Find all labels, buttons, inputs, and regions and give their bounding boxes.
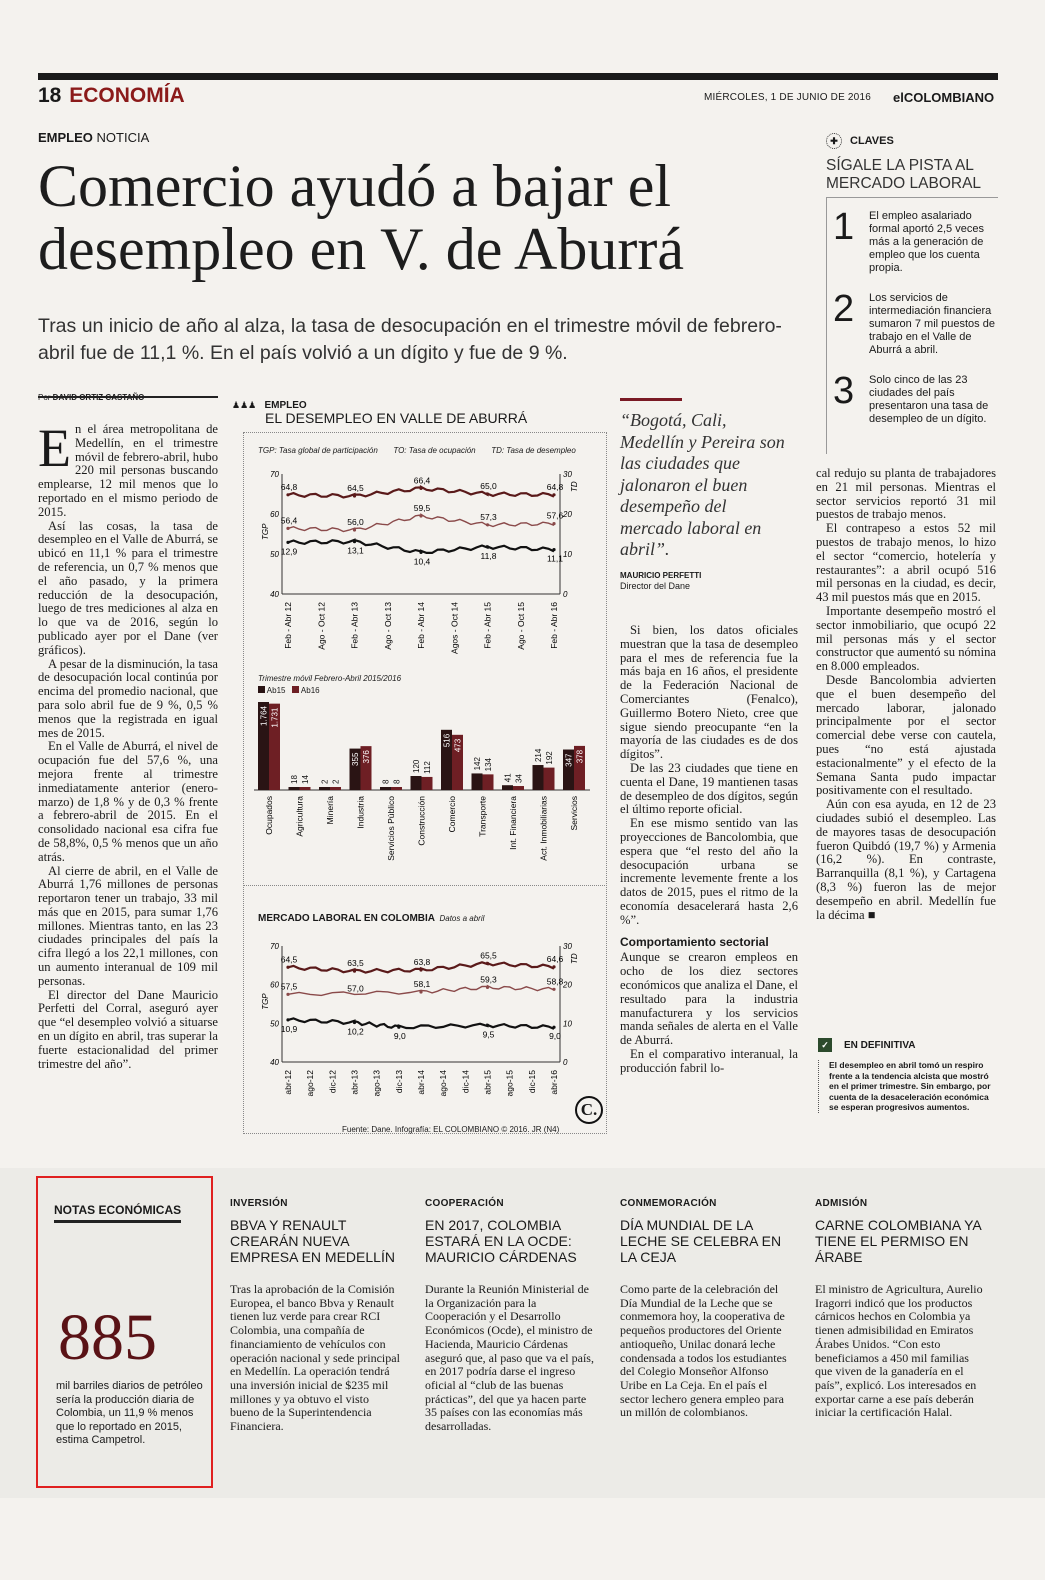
nota-headline: CARNE COLOMBIANA YA TIENE EL PERMISO EN ÁRABE [815,1217,981,1265]
data-point [552,965,555,968]
bar-ab15 [533,765,544,790]
check-icon: ✓ [818,1038,832,1052]
paragraph: Aunque se crearon empleos en ocho de los diez sectores económicos que analiza el Dane, el resultado para la industria manufacturera y los servicios manda señales de alerta en el Valle de Aburrá. [620,950,798,1048]
bar-value-label: 355 [351,752,360,766]
x-tick-label: ago-14 [438,1070,449,1097]
bar-category-label: Comercio [447,796,457,833]
header-rule [38,73,998,80]
dateline: MIÉRCOLES, 1 DE JUNIO DE 2016 [704,92,871,103]
data-label: 57,0 [347,983,364,994]
data-point [353,540,356,543]
data-point [419,968,422,971]
x-tick-label: abr-16 [549,1070,559,1095]
data-label: 57,3 [480,511,497,522]
colombia-rates-chart [248,926,598,1126]
data-label: 59,5 [413,503,431,513]
y-tick-left: 70 [270,942,279,951]
bar-value-label: 14 [301,775,310,784]
bar-value-label: 516 [442,733,452,748]
x-tick-label: abr-14 [416,1070,426,1095]
x-tick-label: Ago - Oct 13 [382,602,393,650]
y-tick-left: 40 [270,1058,279,1067]
legend-ab16: Ab16 [300,686,320,695]
claves-box [826,133,998,454]
data-label: 57,6 [546,510,564,521]
bar-category-label: Servicios Público [386,796,396,861]
data-point [486,1024,489,1027]
bar-value-label: 376 [362,750,371,764]
data-point [353,528,356,531]
data-point [286,966,289,969]
bar-ab16 [422,777,433,790]
data-point [486,492,489,495]
data-label: 10,2 [347,1026,364,1037]
paragraph: En el comparativo interanual, la producción fabril lo- [620,1046,798,1075]
paragraph: Así las cosas, la tasa de desempleo en el Valle de Aburrá, se ubicó en 11,1 % para el trimestre de referencia, un 0,7 % menos que el año pasado, y la primera reducción de la desocupación, luego de tres mediciones al alza en lo que va de 2016, según lo publicado ayer por el Dane (ver gráficos). [38,518,218,657]
nota-category: CONMEMORACIÓN [620,1198,717,1209]
data-point [286,527,289,530]
big-number: 885 [58,1301,157,1374]
legend-swatch-ab16 [292,686,299,693]
y-tick-left: 60 [270,980,279,990]
x-tick-label: Feb - Abr 14 [416,602,426,649]
bar-ab16 [544,768,555,790]
key-icon: ✚ [826,133,842,149]
data-point [419,551,422,554]
bar-value-label: 41 [503,773,513,783]
data-label: 63,5 [347,958,364,969]
data-point [286,493,289,496]
claves-list [826,198,998,454]
national-chart-title: MERCADO LABORAL EN COLOMBIA Datos a abril [258,913,485,924]
bar-category-label: Industria [355,796,366,829]
paragraph: En ese mismo sentido van las proyecciones de Bancolombia, que espera que “el resto del año la desocupación urbana se incremente levemente frente a los datos de 2015, pues el ritmo de la economía desacelerará hasta 2,6 %”. [620,816,798,927]
infographic-tag: ♟♟♟ EMPLEO [232,400,307,411]
paragraph: Al cierre de abril, en el Valle de Aburrá 1,76 millones de personas reportaron tener un trabajo, 33 mil más que en 2015, para sumar 1,76 millones. Mientras tanto, en las 23 ciudades principales del país la cifra llegó a los 22,1 millones, con un aumento interanual de 109 mil personas. [38,863,218,988]
legend-swatch-ab15 [258,686,265,693]
bar-value-label: 18 [290,775,299,784]
data-label: 9,5 [482,1029,495,1040]
y-tick-right: 0 [563,1058,568,1067]
pull-quote: “Bogotá, Cali, Medellín y Pereira son las ciudades que jalonaron el buen desempeño del mercado laboral en abril”. [620,410,785,559]
bar-ab15 [502,785,513,790]
x-tick-label: abr-15 [482,1070,493,1095]
bar-ab15 [289,787,300,790]
data-point [552,548,555,551]
brand-logo: elCOLOMBIANO [893,90,995,105]
kicker-rest: NOTICIA [92,130,150,145]
page-section [38,84,185,108]
data-label: 64,8 [280,481,298,492]
article-column-1: En el área metropolitana de Medellín, en el trimestre móvil de febrero-abril, hubo 220 mil personas buscando emplearse, 12 mil menos que lo reportado en el mismo periodo de 2015. Así las cosas, la tasa de desempleo en el Valle de Aburrá, se ubicó en 11,1 % para el trimestre de referencia, un 0,7 % menos que el año pasado, y la primera reducción de la desocupación, luego de tres mediciones al alza en lo que va de 2016, según lo publicado ayer por el Dane (ver gráficos). A pesar de la disminución, la tasa de desocupación local continúa por encima del promedio nacional, que para solo abril fue de 9 %, 0,5 % menos que la registrada en igual mes de 2015. En el Valle de Aburrá, el nivel de ocupación fue del 57,6 %, una mejora frente al trimestre inmediatamente anterior (enero-marzo) de 1,8 % y de 0,3 % frente a febrero-abril de 2015. En el consolidado nacional esa cifra fue de 58,8%, 0,5 % menos que un año atrás. Al cierre de abril, en el Valle de Aburrá 1,76 millones de personas reportaron tener un trabajo, 33 mil más que en 2015, para sumar 1,76 millones. Mientras tanto, en las 23 ciudades principales del país la cifra llegó a los 22,1 millones, con un aumento interanual de 109 mil personas. El director del Dane Mauricio Perfetti del Corral, aseguró ayer que “el desempleo volvió a situarse en un dígito en abril, tras superar la fuerte estacionalidad del primer trimestre del año”. [38,418,218,1071]
x-tick-label: Feb - Abr 15 [482,602,493,649]
x-tick-label: ago-12 [305,1070,316,1097]
x-tick-label: Ago - Oct 15 [515,602,526,650]
y-tick-left: 50 [270,1019,279,1029]
bar-ab16 [300,787,311,790]
kicker [38,130,149,145]
subhead: Comportamiento sectorial [620,934,769,949]
nota-headline: EN 2017, COLOMBIA ESTARÁ EN LA OCDE: MAURICIO CÁRDENAS [425,1217,577,1265]
page-number: 18 [38,84,62,107]
data-label: 56,0 [347,517,364,527]
kicker-bold: EMPLEO [38,130,93,145]
y-tick-right: 20 [563,510,572,519]
chart-legend: TGP: Tasa global de participación TO: Tasa de ocupación TD: Tasa de desempleo [258,446,576,455]
y-tick-right: 0 [563,590,568,599]
quote-rule [620,398,682,401]
bar-value-label: 1.764 [259,706,269,727]
infographic-title: EL DESEMPLEO EN VALLE DE ABURRÁ [265,410,528,426]
data-label: 10,9 [280,1023,298,1034]
bar-category-label: Act. Inmobiliarias [538,796,549,861]
x-tick-label: abr-13 [349,1070,360,1095]
x-tick-label: Feb - Abr 16 [549,602,559,649]
source-credit: Fuente: Dane. Infografía: EL COLOMBIANO © 2016. JR (N4) [342,1125,560,1134]
x-tick-label: dic-13 [393,1070,404,1094]
y-label-left: TGP [261,993,270,1010]
bar-value-label: 1.731 [270,707,280,728]
nota-column [425,1198,595,1434]
data-label: 9,0 [393,1031,406,1042]
y-label-right: TD [570,953,579,964]
data-label: 65,0 [480,481,497,491]
clave-item: 1 El empleo asalariado formal aportó 2,5 veces más a la generación de empleo que los cuenta propia. [833,206,984,274]
y-label-left: TGP [261,523,270,540]
x-tick-label: abr-12 [283,1070,293,1095]
nota-body: Como parte de la celebración del Día Mundial de la Leche que se conmemora hoy, la cooperativa de pequeños productores del Oriente antioqueño, Unilac donará leche condensada a todos los estudiantes del Colegio Monseñor Alfonso Uribe en La Ceja. En el país el sector lechero genera empleo para un millón de colombianos. [620,1282,787,1420]
y-tick-left: 60 [270,510,279,519]
bar-value-label: 2 [331,779,341,784]
nota-column [230,1198,400,1434]
en-definitiva-text: El desempleo en abril tomó un respiro frente a la tendencia alcista que mostró en el primer trimestre. Sin embargo, por cuenta de la desaceleración económica se esperan progresivos aumentos. [818,1060,998,1113]
data-label: 9,0 [549,1031,561,1042]
bar-ab15 [411,776,422,790]
bar-value-label: 214 [534,748,543,763]
paragraph: El contrapeso a estos 52 mil puestos de trabajo menos, lo hizo el sector “comercio, hotelería y restaurantes”: a abril ocupó 516 mil personas en la ciudad, es decir, 43 mil puestos más que en 2015. [816,521,996,605]
data-label: 66,4 [413,475,431,486]
en-definitiva-title: EN DEFINITIVA [844,1040,916,1051]
quote-author: MAURICIO PERFETTI [620,571,702,580]
y-tick-right: 20 [563,980,572,990]
data-label: 65,5 [480,950,497,961]
nota-headline: BBVA Y RENAULT CREARÁN NUEVA EMPRESA EN MEDELLÍN [230,1217,395,1265]
x-tick-label: dic-12 [327,1070,338,1094]
nota-column [815,1198,985,1420]
data-point [286,1018,289,1021]
nota-body: El ministro de Agricultura, Aurelio Iragorri indicó que los productos cárnicos hechos en Colombia ya tienen admisibilidad en Emiratos Árabes Unidos. “Con esto beneficiamos a 450 mil familias que viven de la ganadería en el país”, explicó. Los interesados en exportar carne a ese país deberán iniciar la certificación Halal. [815,1282,983,1420]
data-point [552,493,555,496]
quote-role: Director del Dane [620,581,691,591]
paragraph: De las 23 ciudades que tiene en cuenta el Dane, 19 mantienen tasas de desempleo de dos dígitos, según el último reporte oficial. [620,760,798,817]
nota-category: COOPERACIÓN [425,1198,504,1209]
x-tick-label: Feb - Abr 13 [349,602,360,649]
data-point [353,1021,356,1024]
bars-legend [258,686,320,695]
bar-category-label: Int. Financiera [508,796,518,850]
headline: Comercio ayudó a bajar el desempleo en V. de Aburrá [38,153,684,282]
bar-value-label: 347 [564,753,574,767]
data-label: 59,3 [480,974,497,985]
y-label-right: TD [570,481,579,492]
bar-value-label: 112 [423,761,432,774]
bar-ab16 [513,786,524,790]
bar-value-label: 34 [514,774,524,784]
notas-title: NOTAS ECONÓMICAS [54,1203,181,1223]
data-point [419,990,422,993]
people-icon: ♟♟♟ [232,400,257,410]
bar-value-label: 120 [412,759,421,773]
bar-value-label: 192 [545,751,554,765]
nota-category: ADMISIÓN [815,1198,868,1209]
x-tick-label: Agos - Oct 14 [449,602,460,654]
dropcap: E [38,418,71,478]
bar-category-label: Transporte [477,796,488,837]
data-label: 57,5 [280,981,298,992]
data-point [419,514,422,517]
article-column-4 [816,467,996,922]
paragraph: Aún con esa ayuda, en 12 de 23 ciudades subió el desempleo. Las de mayores tasas de desocupación fueron Quibdó (19,7 %) y Armenia (16,2 %). En contraste, Barranquilla (8,1 %), y Cartagena (8,3 %) fueron las de mejor desempeño en abril. Medellín fue la décima ■ [816,797,996,922]
aburra-rates-chart [248,462,598,670]
data-point [397,1026,400,1029]
bar-ab16 [330,787,341,790]
bar-value-label: 8 [381,779,391,784]
bar-category-label: Ocupados [264,796,274,835]
nota-body: Durante la Reunión Ministerial de la Organización para la Cooperación y el Desarrollo Económicos (Ocde), el ministro de Hacienda, Mauricio Cárdenas aseguró que, al paso que va el país, en 2017 podría darse el ingreso oficial al “club de las buenas prácticas”, del que ya hacen parte 35 países con las economías más desarrolladas. [425,1282,594,1434]
bar-value-label: 142 [473,757,482,771]
nota-column [620,1198,790,1420]
y-tick-left: 70 [270,470,279,479]
data-label: 12,9 [280,546,298,557]
colombiano-logo: C. [575,1096,603,1124]
y-tick-right: 30 [563,942,572,951]
bar-value-label: 134 [484,758,493,772]
bar-category-label: Minería [325,796,335,825]
paragraph: A pesar de la disminución, la tasa de desocupación local continúa por encima del promedio nacional, que para solo abril fue de 9 %, 0,5 % menos que la registrada en igual mes de 2015. [38,656,218,740]
x-tick-label: ago-15 [504,1070,515,1097]
legend-ab15: Ab15 [266,686,286,695]
nota-headline: DÍA MUNDIAL DE LA LECHE SE CELEBRA EN LA CEJA [620,1217,782,1265]
x-tick-label: Ago - Oct 12 [316,602,327,650]
article-column-3 [620,624,798,1076]
y-tick-right: 10 [563,550,572,559]
data-label: 64,8 [546,481,564,492]
byline-rule [38,396,218,398]
nota-category: INVERSIÓN [230,1198,288,1209]
data-label: 11,8 [480,550,497,561]
paragraph: En el Valle de Aburrá, el nivel de ocupación fue del 57,6 %, una mejora frente al trimestre inmediatamente anterior (enero-marzo) de 1,8 % y de 0,3 % frente a febrero-abril de 2015. En el consolidado nacional esa cifra fue de 58,8%, 0,5 % menos que un año atrás. [38,739,218,864]
x-tick-label: Feb - Abr 12 [283,602,293,649]
data-point [286,541,289,544]
bar-value-label: 2 [320,779,330,784]
data-label: 64,6 [546,953,564,964]
data-label: 58,1 [413,979,431,990]
data-point [552,1026,555,1029]
data-label: 64,5 [347,483,364,493]
paragraph: El director del Dane Mauricio Perfetti del Corral, aseguró ayer que “el desempleo volvió a situarse en un dígito en abril, tras superar la fuerte estacionalidad del primer trimestre del año”. [38,987,218,1071]
paragraph: Importante desempeño mostró el sector inmobiliario, que ocupó 22 mil personas más y el sector constructor que aumentó su nómina en 8.000 empleados. [816,603,996,674]
data-label: 10,4 [413,556,431,567]
claves-title: ✚ CLAVES [826,133,998,149]
x-tick-label: ago-13 [371,1070,382,1097]
claves-heading: SÍGALE LA PISTA AL MERCADO LABORAL [826,157,998,198]
data-label: 58,8 [546,976,564,987]
paragraph: cal redujo su planta de trabajadores en 21 mil personas. Mientras el sector servicios reportó 31 mil puestos de trabajo menos. [816,466,996,522]
section-name: ECONOMÍA [69,84,185,107]
data-point [552,988,555,991]
bar-value-label: 8 [392,779,402,784]
y-tick-left: 40 [270,590,279,599]
bar-value-label: 378 [575,749,585,764]
data-label: 64,5 [280,954,298,965]
x-tick-label: dic-14 [460,1070,471,1094]
bars-subtitle: Trimestre móvil Febrero-Abril 2015/2016 [258,674,402,683]
bar-ab15 [380,787,391,790]
data-point [486,962,489,965]
clave-item: 3 Solo cinco de las 23 ciudades del país presentaron una tasa de desempleo de un dígito. [833,370,989,425]
y-tick-right: 30 [563,470,572,479]
data-point [552,522,555,525]
data-label: 13,1 [347,545,364,556]
series-line-td [288,1018,554,1029]
data-point [419,487,422,490]
y-tick-right: 10 [563,1019,572,1029]
data-point [353,970,356,973]
y-tick-left: 50 [270,550,279,559]
chart-divider [243,885,605,886]
bar-value-label: 473 [453,738,463,753]
bar-category-label: Construcción [416,796,427,846]
data-point [486,986,489,989]
nota-body: Tras la aprobación de la Comisión Europea, el banco Bbva y Renault tienen luz verde para crear RCI Colombia, una compañía de financiamiento de vehículos con operación nacional y sede principal en Medellín. La operación tendrá una inversión inicial de $235 mil millones y ya obtuvo el visto bueno de la Superintendencia Financiera. [230,1282,400,1434]
bar-category-label: Servicios [569,796,579,831]
bar-category-label: Agricultura [294,796,305,837]
clave-item: 2 Los servicios de intermediación financiera sumaron 7 mil puestos de trabajo en el Valle de Aburrá a abril. [833,288,995,356]
data-point [353,494,356,497]
data-point [486,523,489,526]
big-number-text: mil barriles diarios de petróleo sería la producción diaria de Colombia, un 11,9 % menos que lo reportado en 2015, estima Campetrol. [56,1380,203,1446]
paragraph: Si bien, los datos oficiales muestran que la tasa de desempleo para el mes de referencia fue la más baja en 16 años, el presidente de la Federación Nacional de Comerciantes (Fenalco), Guillermo Botero Nieto, cree que sigue siendo preocupante “en la mayoría de las ciudades es de dos dígitos”. [620,623,798,762]
data-point [486,545,489,548]
paragraph: Desde Bancolombia advierten que el buen desempeño del mercado laborar, jalonado principalmente por el sector comercial debe verse con cautela, pues “no está ajustada estacionalmente” y el efecto de la Semana Santa pudo impactar positivamente con el resultado. [816,672,996,798]
en-definitiva [818,1038,998,1113]
bar-ab16 [483,774,494,790]
x-tick-label: dic-15 [526,1070,537,1094]
data-point [286,993,289,996]
data-label: 56,4 [280,515,298,526]
bar-ab16 [391,787,402,790]
bar-ab15 [472,773,483,790]
data-label: 11,1 [547,553,563,564]
deck: Tras un inicio de año al alza, la tasa de desocupación en el trimestre móvil de febrero-abril fue de 11,1 %. En el país volvió a un dígito y fue de 9 %. [38,315,782,364]
bar-ab15 [319,787,330,790]
sector-bars-chart [248,700,598,875]
data-label: 63,8 [413,956,431,967]
